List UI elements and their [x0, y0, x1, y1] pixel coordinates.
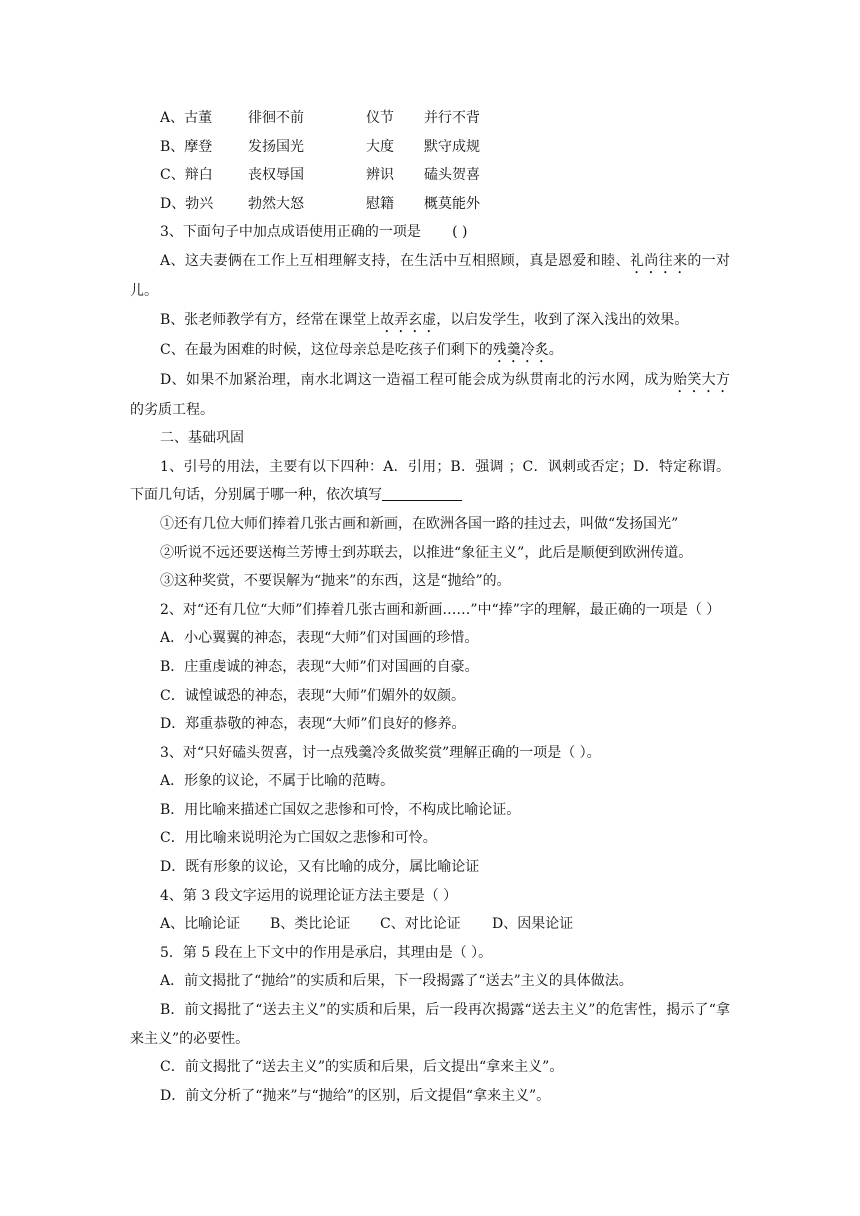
p2-q2-stem: 2、对“还有几位“大师”们捧着几张古画和新画……”中“捧”字的理解，最正确的一项是（ ）	[160, 601, 721, 618]
option-d-item-3: 慰籍	[366, 195, 394, 212]
p2-q1-sentence-3: ③这种奖赏，不要误解为“抛来”的东西，这是“抛给”的。	[160, 573, 511, 590]
p2-q1-stem: 1、引号的用法，主要有以下四种：A．引用；B．强调 ；C．讽刺或否定；D．特定称谓。下面几句话，分别属于哪一种，依次填写	[130, 458, 730, 504]
q3-option-b: B、张老师教学有方，经常在课堂上故弄玄虚，以启发学生，收到了深入浅出的效果。	[160, 311, 689, 328]
p2-q1-sentence-1: ①还有几位大师们捧着几张古画和新画，在欧洲各国一路的挂过去，叫做“发扬国光”	[160, 515, 679, 532]
p2-q3-stem: 3、对“只好磕头贺喜，讨一点残羹冷炙做奖赏”理解正确的一项是（ ）。	[160, 744, 601, 761]
p2-q5-option-b: B．前文揭批了“送去主义”的实质和后果，后一段再次揭露“送去主义”的危害性，揭示了“拿来主义”的必要性。	[130, 1002, 730, 1047]
dotted-idiom: 故弄玄虚	[380, 311, 437, 328]
option-c-item-2: 丧权辱国	[248, 167, 304, 184]
option-d-item-2: 勃然大怒	[248, 195, 304, 212]
p2-q2-option-d: D．郑重恭敬的神态，表现“大师”们良好的修养。	[160, 716, 466, 733]
q2-option-row-b	[130, 133, 730, 162]
dotted-idiom: 贻笑大方	[673, 371, 730, 388]
option-b-item-1: B、摩登	[160, 138, 213, 155]
q3-option-c: C、在最为困难的时候，这位母亲总是吃孩子们剩下的残羹冷炙。	[160, 341, 563, 358]
q2-option-row-d	[130, 190, 730, 219]
p2-q2-option-a: A．小心翼翼的神态，表现“大师”们对国画的珍惜。	[160, 630, 479, 647]
option-a-item-2: 徘徊不前	[248, 110, 304, 126]
p2-q4-option-d: D、因果论证	[492, 916, 574, 933]
p2-q5-option-c: C．前文揭批了“送去主义”的实质和后果，后文提出“拿来主义”。	[160, 1059, 564, 1076]
document-page	[130, 104, 730, 1110]
option-c-item-3: 辨识	[366, 167, 394, 184]
option-d-item-4: 概莫能外	[424, 195, 480, 212]
option-d-item-1: D、勃兴	[160, 195, 214, 212]
p2-q5-option-a: A．前文揭批了“抛给”的实质和后果，下一段揭露了“送去”主义的具体做法。	[160, 973, 633, 990]
p2-q4-option-c: C、对比论证	[380, 916, 461, 933]
dotted-idiom: 残羹冷炙	[492, 341, 549, 358]
p2-q2-option-c: C．诚惶诚恐的神态，表现“大师”们媚外的奴颜。	[160, 687, 466, 704]
p2-q4-options	[130, 910, 730, 939]
q2-option-row-c	[130, 161, 730, 190]
p2-q1-sentence-2: ②听说不远还要送梅兰芳博士到苏联去，以推进“象征主义”，此后是顺便到欧洲传道。	[160, 544, 693, 561]
section-heading: 二、基础巩固	[160, 430, 244, 447]
answer-paren: ( )	[452, 224, 468, 241]
option-a-item-3: 仪节	[366, 110, 394, 126]
p2-q3-option-c: C．用比喻来说明沦为亡国奴之悲惨和可怜。	[160, 830, 437, 847]
option-b-item-2: 发扬国光	[248, 138, 304, 155]
p2-q5-stem: 5．第 5 段在上下文中的作用是承启，其理由是（ ）。	[160, 944, 493, 961]
option-c-item-1: C、辩白	[160, 167, 213, 184]
p2-q4-stem: 4、第 3 段文字运用的说理论证方法主要是（ ）	[160, 887, 458, 904]
option-c-item-4: 磕头贺喜	[424, 167, 480, 184]
p2-q3-option-d: D．既有形象的议论，又有比喻的成分，属比喻论证	[160, 859, 480, 876]
q3-option-a: A、这夫妻俩在工作上互相理解支持，在生活中互相照顾，真是恩爱和睦、礼尚往来的一对儿。	[130, 252, 731, 299]
q3-stem: 3、下面句子中加点成语使用正确的一项是 ( )	[160, 224, 468, 241]
p2-q5-option-d: D．前文分析了“抛来”与“抛给”的区别，后文提倡“拿来主义”。	[160, 1087, 551, 1104]
p2-q4-option-a: A、比喻论证	[160, 916, 241, 933]
option-a-item-4: 并行不背	[424, 110, 480, 126]
p2-q4-option-b: B、类比论证	[270, 916, 351, 933]
p2-q2-option-b: B．庄重虔诚的神态，表现“大师”们对国画的自豪。	[160, 658, 479, 675]
option-b-item-4: 默守成规	[424, 138, 480, 155]
fill-blank[interactable]	[382, 484, 462, 501]
q2-option-row-a	[130, 104, 730, 133]
option-a-item-1: A、古董	[160, 110, 213, 126]
option-b-item-3: 大度	[366, 138, 394, 155]
q3-option-d: D、如果不加紧治理，南水北调这一造福工程可能会成为纵贯南北的污水网，成为贻笑大方的劣质工程。	[130, 371, 730, 418]
dotted-idiom: 礼尚往来	[629, 252, 688, 269]
p2-q3-option-a: A．形象的议论，不属于比喻的范畴。	[160, 773, 395, 790]
p2-q3-option-b: B．用比喻来描述亡国奴之悲惨和可怜，不构成比喻论证。	[160, 801, 521, 818]
